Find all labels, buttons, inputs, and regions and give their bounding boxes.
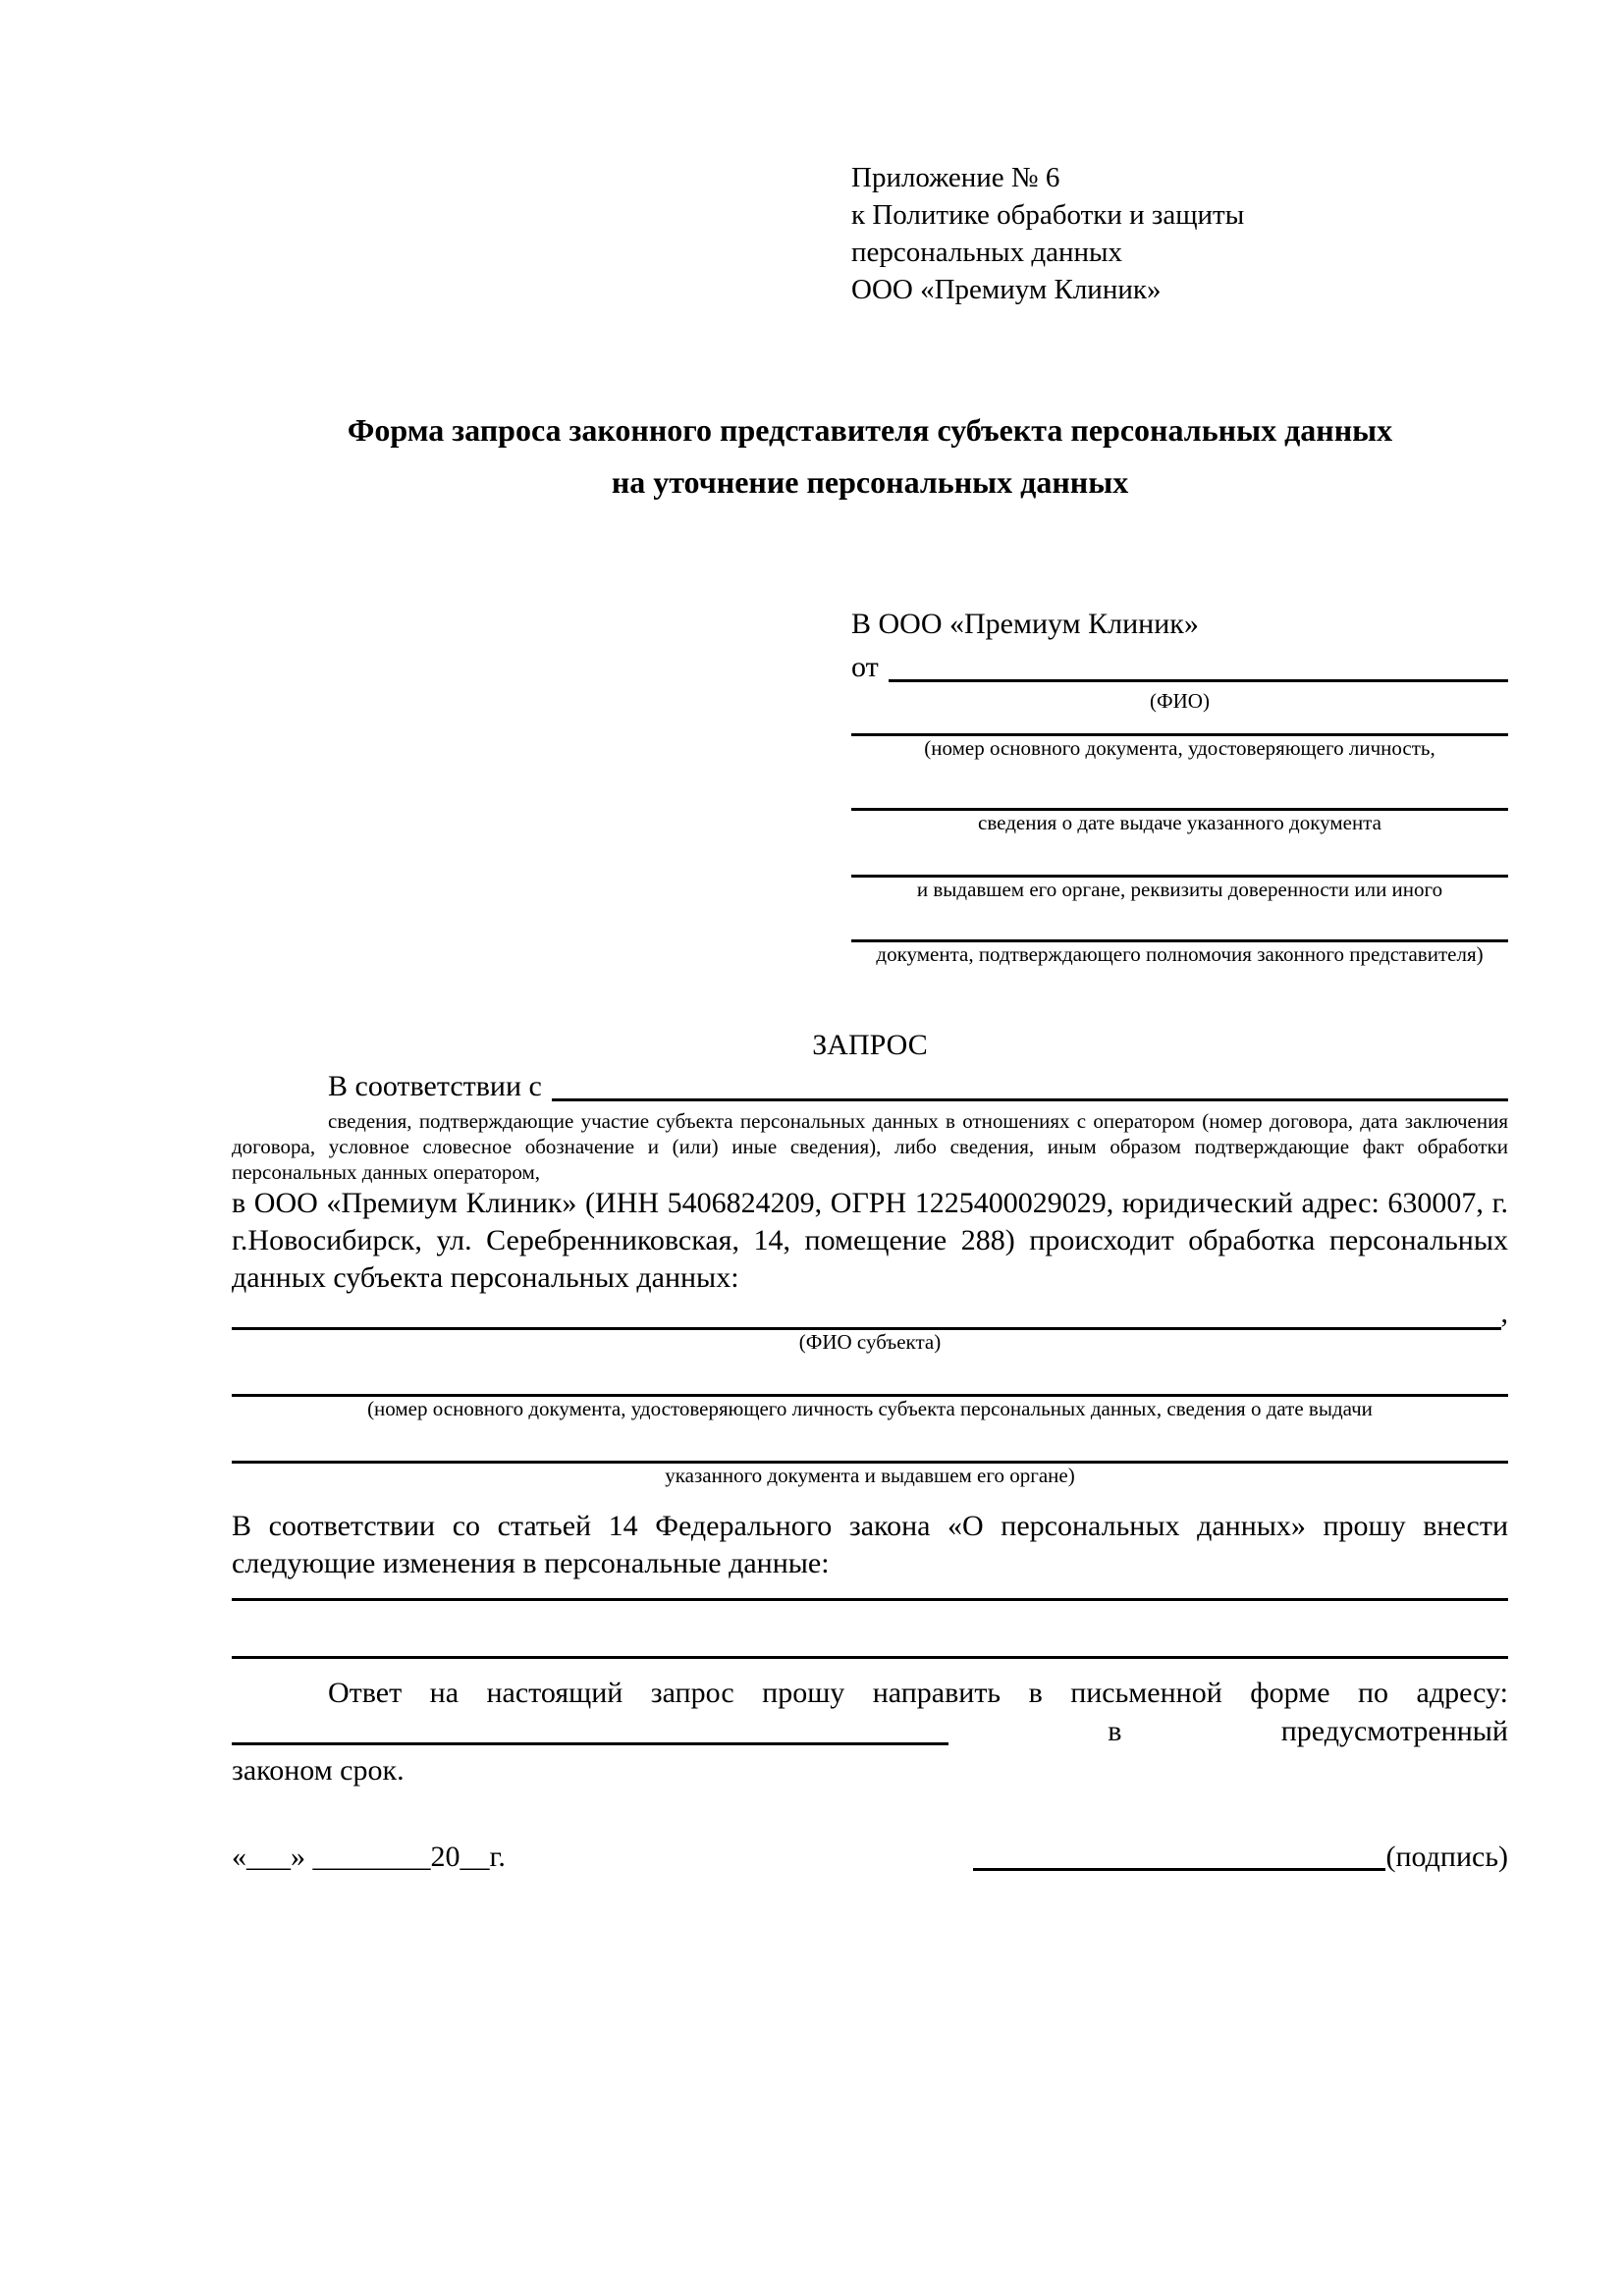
annex-header: [851, 159, 1508, 308]
answer-word: в: [1108, 1715, 1122, 1747]
address-blank-line: [232, 1742, 948, 1745]
operator-paragraph: в ООО «Премиум Клиник» (ИНН 5406824209, ОГРН 1225400029029, юридический адрес: 630007, г. г.Новосибирск, ул. Серебренниковская, 14, помещение 288) происходит обработка персональных данных субъекта персональных данных:: [232, 1187, 1508, 1294]
signature-caption: (подпись): [1385, 1841, 1508, 1873]
addressee-organization: В ООО «Премиум Клиник»: [851, 608, 1199, 640]
blank-field-line: [851, 761, 1508, 811]
field-caption: сведения о дате выдаче указанного документа: [978, 811, 1381, 834]
accordance-blank-line: [552, 1098, 1508, 1101]
answer-paragraph-line3: законом срок.: [232, 1754, 405, 1787]
blank-field-line: [232, 1601, 1508, 1659]
trailing-comma: ,: [1500, 1297, 1508, 1329]
accordance-note: сведения, подтверждающие участие субъекта персональных данных в отношениях с оператором (номер договора, дата заключения договора, условное словесное обозначение и (или) иные сведения), либо сведения, иным образом подтверждающие факт обработки персональных данных оператором,: [232, 1109, 1508, 1184]
document-title-line2: на уточнение персональных данных: [611, 464, 1129, 500]
field-caption: (номер основного документа, удостоверяющего личность,: [924, 736, 1435, 760]
answer-paragraph-line1: Ответ на настоящий запрос прошу направить в письменной форме по адресу:: [328, 1677, 1508, 1709]
accordance-label: В соответствии с: [328, 1070, 542, 1102]
blank-field-line: [232, 1582, 1508, 1601]
annex-line: персональных данных: [851, 237, 1123, 268]
from-label: от: [851, 651, 879, 683]
field-caption: указанного документа и выдавшем его органе): [665, 1464, 1075, 1487]
article-paragraph: В соответствии со статьей 14 Федерального закона «О персональных данных» прошу внести следующие изменения в персональные данные:: [232, 1510, 1508, 1579]
subject-fio-field: [232, 1297, 1508, 1330]
field-caption: (ФИО субъекта): [798, 1330, 942, 1354]
footer-row: [232, 1838, 1508, 1877]
blank-field-line: [232, 1355, 1508, 1397]
from-blank-line: [889, 679, 1508, 682]
answer-word: предусмотренный: [1280, 1715, 1508, 1747]
request-heading: ЗАПРОС: [812, 1029, 928, 1061]
annex-line: ООО «Премиум Клиник»: [851, 274, 1162, 305]
field-caption: (номер основного документа, удостоверяющего личность субъекта персональных данных, сведения о дате выдачи: [367, 1397, 1373, 1420]
field-caption: документа, подтверждающего полномочия законного представителя): [876, 942, 1484, 966]
document-content: [232, 159, 1508, 1877]
date-blank: «___» ________20__г.: [232, 1841, 506, 1873]
document-title-line1: Форма запроса законного представителя субъекта персональных данных: [347, 412, 1393, 448]
field-caption: и выдавшем его органе, реквизиты доверенности или иного: [916, 878, 1443, 901]
addressee-block: [851, 603, 1508, 967]
signature-block: [973, 1838, 1508, 1877]
blank-field-line: [851, 835, 1508, 878]
annex-line: к Политике обработки и защиты: [851, 199, 1245, 231]
signature-blank-line: [973, 1839, 1385, 1871]
from-field: [851, 646, 1508, 689]
blank-field-line: [851, 714, 1508, 736]
blank-field-line: [851, 902, 1508, 942]
document-title: [232, 404, 1508, 508]
fio-caption: (ФИО): [1150, 689, 1210, 713]
accordance-field: [232, 1065, 1508, 1108]
answer-address-field: [232, 1712, 1508, 1751]
blank-field-line: [232, 1421, 1508, 1464]
annex-line: Приложение № 6: [851, 162, 1060, 193]
